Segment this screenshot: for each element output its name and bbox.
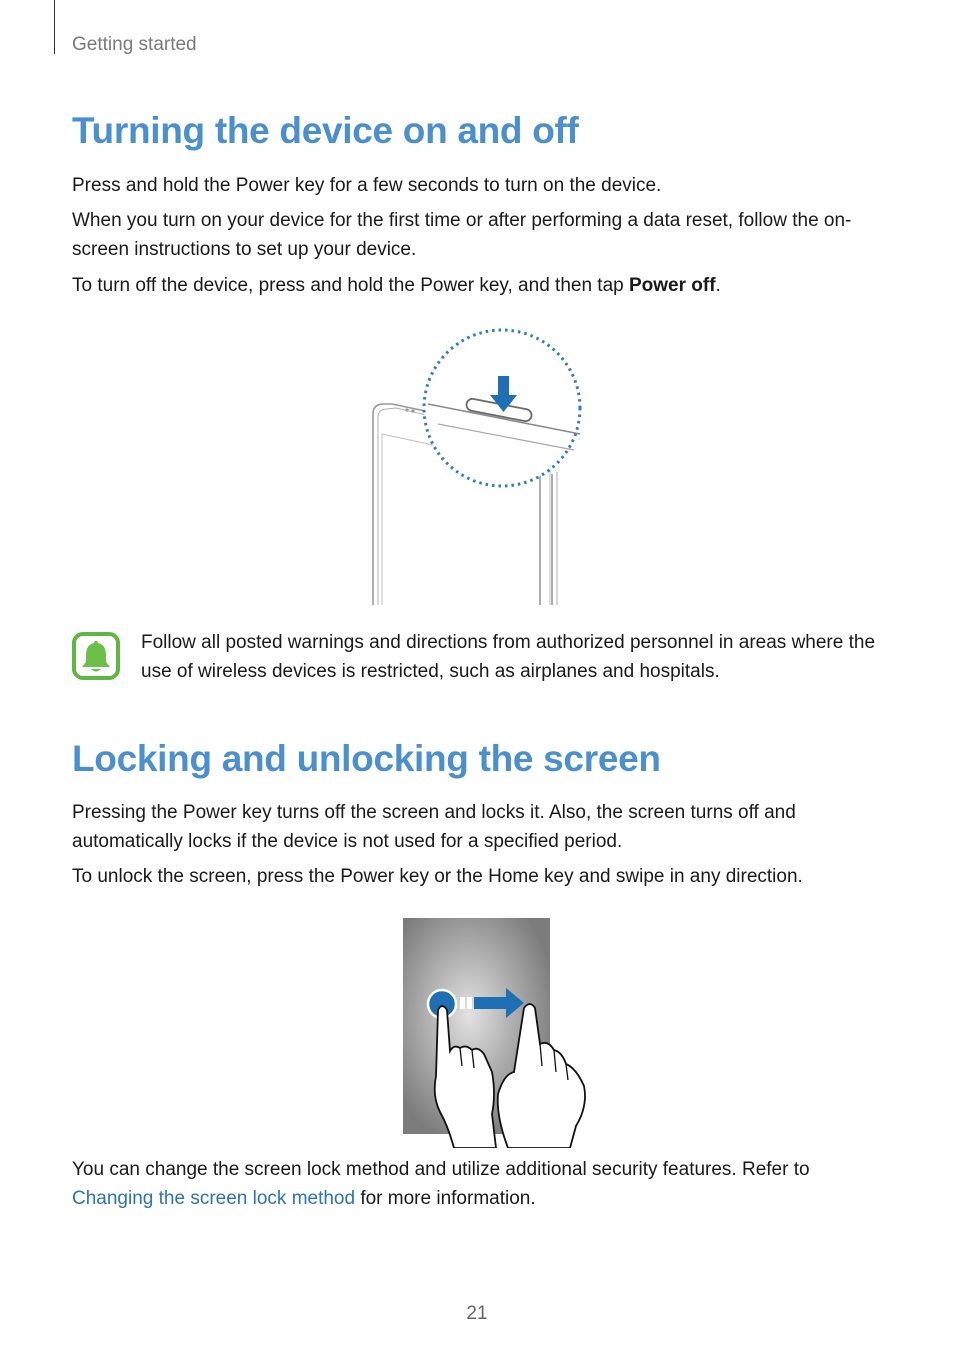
notification-bell-icon (72, 632, 120, 680)
lock-method-text: You can change the screen lock method and utilize additional security features. Refer to (72, 1159, 810, 1180)
power-off-label: Power off (628, 275, 716, 296)
paragraph-power-on: Press and hold the Power key for a few seconds to turn on the device. (72, 175, 662, 196)
power-off-text: To turn off the device, press and hold the Power key, and then tap (72, 275, 629, 296)
power-off-end: . (715, 275, 721, 296)
power-key-illustration (360, 322, 595, 607)
paragraph-first-time: When you turn on your device for the first time or after performing a data reset, follow the on-screen instructions to set up your device. (72, 210, 852, 260)
lock-method-end: for more information. (355, 1188, 536, 1209)
paragraph-lock-method (72, 1155, 852, 1213)
heading-turning-device: Turning the device on and off (72, 110, 579, 151)
heading-locking-screen: Locking and unlocking the screen (72, 738, 661, 779)
link-changing-screen-lock[interactable]: Changing the screen lock method (72, 1188, 356, 1209)
paragraph-unlock: To unlock the screen, press the Power key or the Home key and swipe in any direction. (72, 866, 803, 887)
swipe-unlock-illustration (400, 916, 595, 1148)
header-rule (54, 0, 55, 54)
paragraph-power-off (72, 271, 892, 300)
note-text: Follow all posted warnings and directions from authorized personnel in areas where the use of wireless devices is restricted, such as airplanes and hospitals. (141, 632, 876, 682)
section-label: Getting started (72, 34, 197, 55)
paragraph-power-key-lock: Pressing the Power key turns off the screen and locks it. Also, the screen turns off and automatically locks if the device is not used for a specified period. (72, 802, 796, 852)
page-number: 21 (466, 1303, 488, 1324)
